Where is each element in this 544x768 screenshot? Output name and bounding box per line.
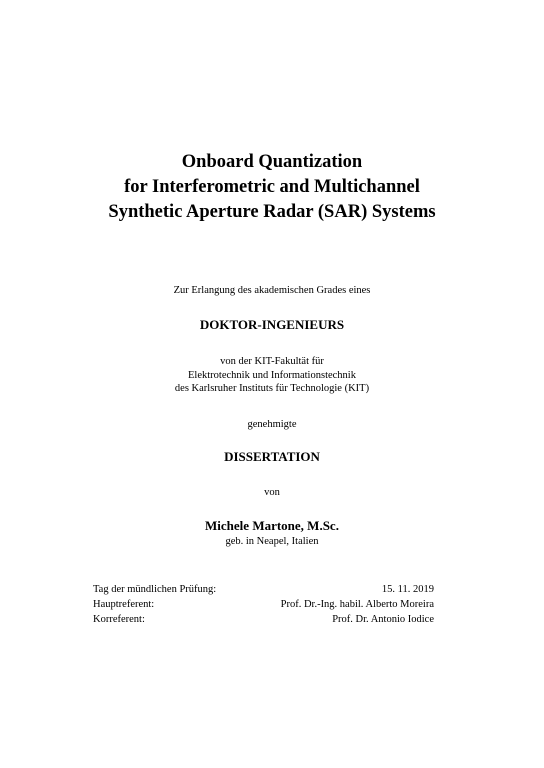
author-birth: geb. in Neapel, Italien [225,536,319,547]
document-type: DISSERTATION [224,449,320,464]
co-referee-row [93,613,434,627]
faculty-line-1: von der KIT-Fakultät für [220,356,324,367]
approved-label: genehmigte [247,419,297,430]
main-referee-row [93,598,434,612]
by-label: von [264,487,280,498]
co-referee-label: Korreferent: [93,614,145,625]
degree-name: DOKTOR-INGENIEURS [199,317,345,332]
title-line-2: for Interferometric and Multichannel [124,177,420,197]
author-name: Michele Martone, M.Sc. [205,518,339,533]
thesis-title [0,150,544,225]
degree-intro: Zur Erlangung des akademischen Grades eines [173,285,371,296]
title-line-1: Onboard Quantization [181,152,363,172]
title-line-3: Synthetic Aperture Radar (SAR) Systems [108,202,436,222]
faculty-line-2: Elektrotechnik und Informationstechnik [188,369,356,381]
faculty-line-3: des Karlsruher Instituts für Technologie (KIT) [174,383,370,394]
main-referee-value: Prof. Dr.-Ing. habil. Alberto Moreira [280,599,434,610]
co-referee-value: Prof. Dr. Antonio Iodice [332,614,434,625]
main-referee-label: Hauptreferent: [93,599,155,610]
exam-date-label: Tag der mündlichen Prüfung: [93,584,217,595]
exam-date-row [93,583,434,597]
exam-date-value: 15. 11. 2019 [381,584,434,595]
